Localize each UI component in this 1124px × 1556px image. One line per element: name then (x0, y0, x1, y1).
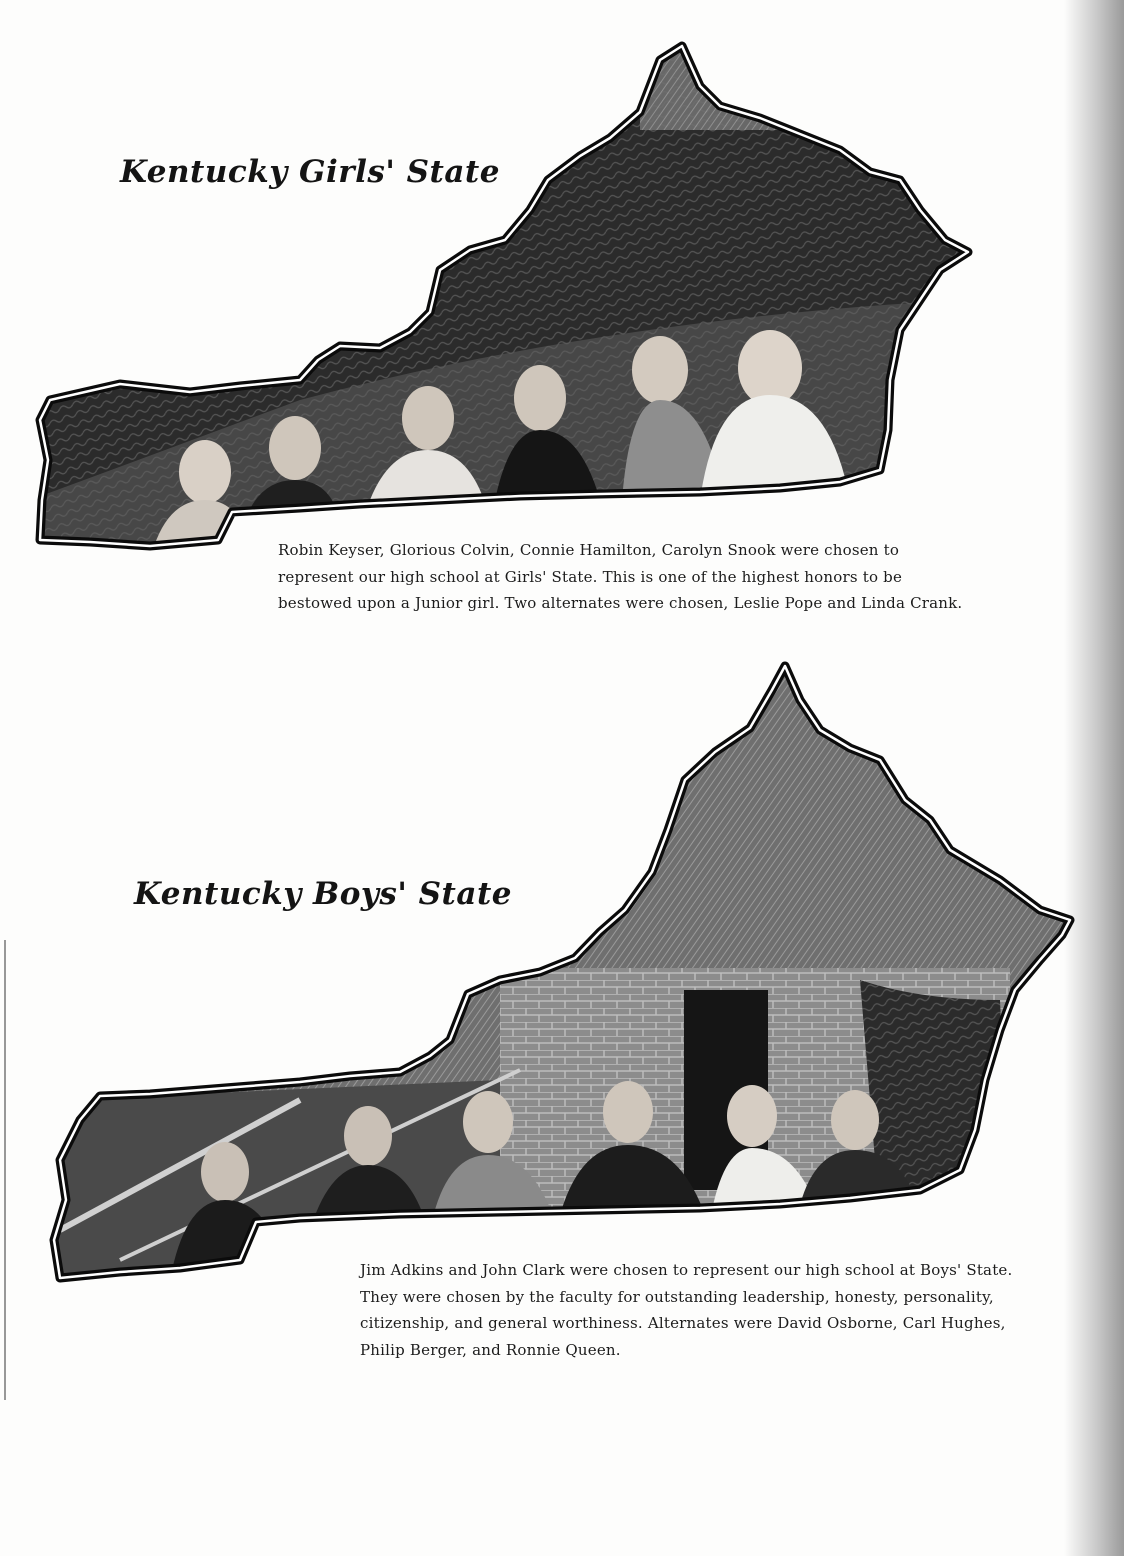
boys-state-photo (40, 650, 1090, 1290)
boys-state-title: Kentucky Boys' State (134, 876, 513, 912)
girls-state-title: Kentucky Girls' State (120, 154, 500, 190)
boys-state-caption: Jim Adkins and John Clark were chosen to represent our high school at Boys' State. They were chosen by the faculty for outstanding leadership, honesty, personality, citizenship, and general worthiness. Alternates were David Osborne, Carl Hughes, Philip Berger, and Ronnie Queen. (360, 1261, 1013, 1359)
girls-state-caption: Robin Keyser, Glorious Colvin, Connie Hamilton, Carolyn Snook were chosen to represent our high school at Girls' State. This is one of the highest honors to be bestowed upon a Junior girl. Two alternates were chosen, Leslie Pope and Linda Crank. (278, 541, 963, 612)
